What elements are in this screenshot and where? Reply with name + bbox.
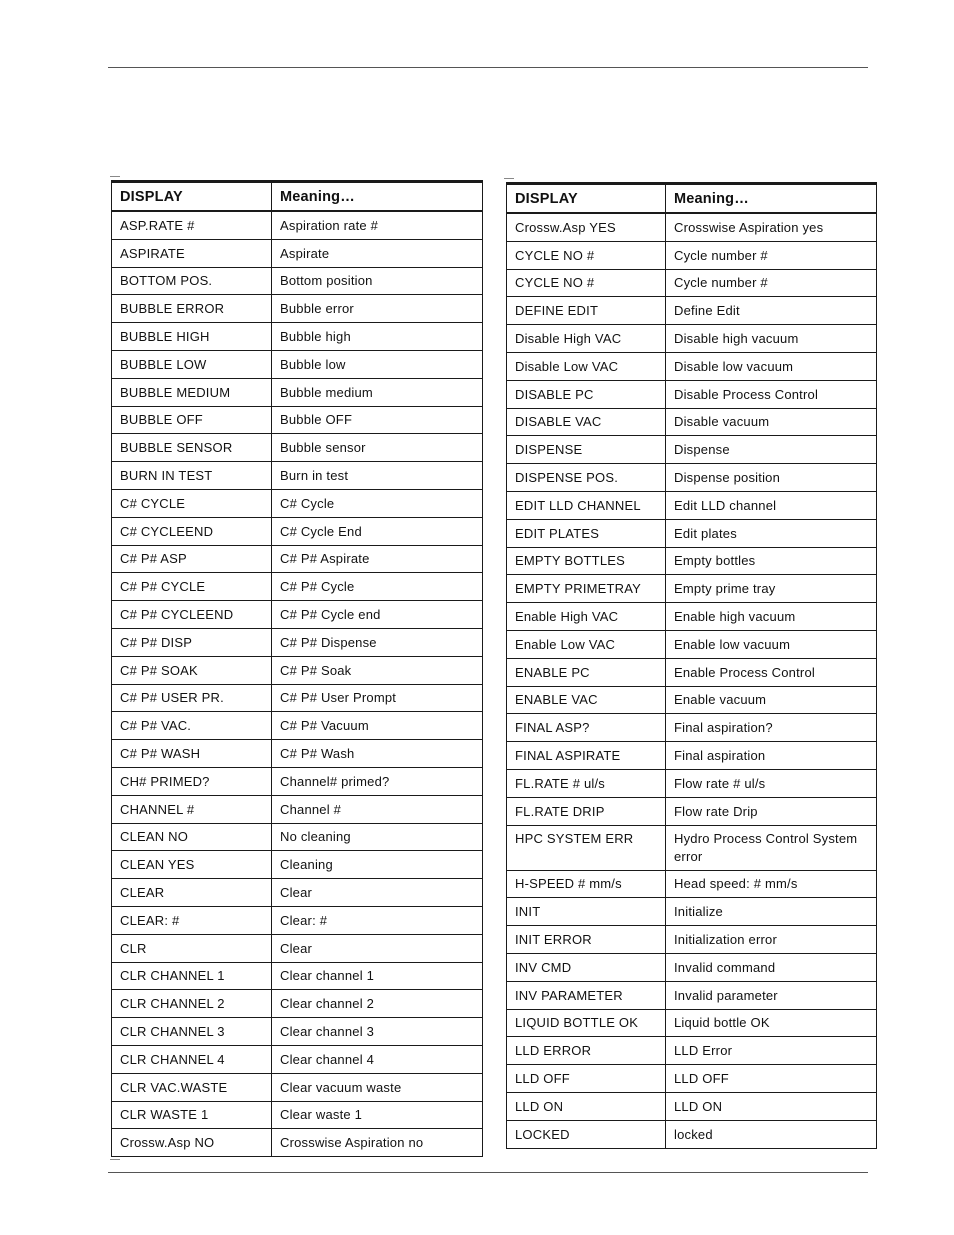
meaning-cell: Enable Process Control (666, 658, 877, 686)
table-row (507, 408, 877, 436)
table-row (507, 519, 877, 547)
meaning-cell: Dispense position (666, 464, 877, 492)
display-code-cell: ENABLE PC (507, 658, 666, 686)
display-code-cell: C# P# CYCLE (112, 573, 272, 601)
display-codes-table-left (111, 180, 483, 1157)
meaning-cell: Clear channel 4 (272, 1045, 483, 1073)
table-row (507, 213, 877, 241)
display-code-cell: C# P# SOAK (112, 656, 272, 684)
meaning-cell: Final aspiration (666, 742, 877, 770)
display-code-cell: C# P# USER PR. (112, 684, 272, 712)
table-marker (504, 178, 514, 179)
display-code-cell: CLR WASTE 1 (112, 1101, 272, 1129)
table-row (112, 1045, 483, 1073)
display-code-cell: CLR (112, 934, 272, 962)
table-row (112, 489, 483, 517)
footer-rule (108, 1172, 868, 1173)
meaning-cell: Disable Process Control (666, 380, 877, 408)
table-row (112, 323, 483, 351)
display-code-cell: H-SPEED # mm/s (507, 870, 666, 898)
display-code-cell: CYCLE NO # (507, 269, 666, 297)
display-code-cell: CLEAN NO (112, 823, 272, 851)
meaning-cell: Empty bottles (666, 547, 877, 575)
meaning-cell: C# Cycle End (272, 517, 483, 545)
table-row (112, 962, 483, 990)
table-row (507, 1092, 877, 1120)
meaning-cell: LLD ON (666, 1092, 877, 1120)
display-code-cell: C# P# WASH (112, 740, 272, 768)
display-code-cell: INV CMD (507, 953, 666, 981)
meaning-cell: Dispense (666, 436, 877, 464)
table-row (112, 350, 483, 378)
table-row (507, 686, 877, 714)
meaning-cell: Bubble low (272, 350, 483, 378)
display-code-cell: CLR CHANNEL 3 (112, 1018, 272, 1046)
meaning-cell: locked (666, 1120, 877, 1148)
table-row (507, 491, 877, 519)
meaning-cell: Invalid command (666, 953, 877, 981)
table-row (507, 1009, 877, 1037)
table-row (507, 797, 877, 825)
meaning-cell: C# Cycle (272, 489, 483, 517)
header-rule (108, 67, 868, 68)
table-row (112, 1129, 483, 1157)
column-header-meaning: Meaning… (272, 182, 483, 212)
meaning-cell: Flow rate # ul/s (666, 769, 877, 797)
display-code-cell: CLEAR (112, 879, 272, 907)
meaning-cell: Define Edit (666, 297, 877, 325)
display-code-cell: CLR VAC.WASTE (112, 1073, 272, 1101)
table-row (507, 742, 877, 770)
meaning-cell: Bubble error (272, 295, 483, 323)
table-header-row (112, 182, 483, 212)
display-code-cell: FINAL ASPIRATE (507, 742, 666, 770)
display-code-cell: BUBBLE ERROR (112, 295, 272, 323)
table-row (507, 981, 877, 1009)
meaning-cell: Clear (272, 934, 483, 962)
meaning-cell: C# P# Cycle (272, 573, 483, 601)
meaning-cell: Cycle number # (666, 269, 877, 297)
meaning-cell: Liquid bottle OK (666, 1009, 877, 1037)
table-row (112, 712, 483, 740)
meaning-cell: Channel # (272, 795, 483, 823)
meaning-cell: Empty prime tray (666, 575, 877, 603)
table-row (507, 547, 877, 575)
display-code-cell: LLD ERROR (507, 1037, 666, 1065)
display-code-cell: EMPTY BOTTLES (507, 547, 666, 575)
table-row (507, 297, 877, 325)
table-row (507, 1120, 877, 1148)
meaning-cell: Aspirate (272, 239, 483, 267)
meaning-cell: Disable vacuum (666, 408, 877, 436)
display-code-cell: ASP.RATE # (112, 211, 272, 239)
meaning-cell: Edit LLD channel (666, 491, 877, 519)
meaning-cell: C# P# Aspirate (272, 545, 483, 573)
display-code-cell: CLEAN YES (112, 851, 272, 879)
table-row (112, 823, 483, 851)
meaning-cell: Clear: # (272, 906, 483, 934)
meaning-cell: No cleaning (272, 823, 483, 851)
table-row (507, 464, 877, 492)
table-row (112, 1073, 483, 1101)
display-code-cell: DISABLE VAC (507, 408, 666, 436)
display-code-cell: DISPENSE POS. (507, 464, 666, 492)
table-row (112, 851, 483, 879)
display-code-cell: LIQUID BOTTLE OK (507, 1009, 666, 1037)
meaning-cell: Clear channel 2 (272, 990, 483, 1018)
meaning-cell: Clear vacuum waste (272, 1073, 483, 1101)
table-row (112, 434, 483, 462)
display-code-cell: CLR CHANNEL 4 (112, 1045, 272, 1073)
table-row (112, 239, 483, 267)
display-code-cell: CLEAR: # (112, 906, 272, 934)
meaning-cell: Crosswise Aspiration no (272, 1129, 483, 1157)
table-body (112, 211, 483, 1157)
meaning-cell: Cleaning (272, 851, 483, 879)
meaning-cell: Crosswise Aspiration yes (666, 213, 877, 241)
display-code-cell: Disable Low VAC (507, 352, 666, 380)
display-code-cell: Crossw.Asp NO (112, 1129, 272, 1157)
display-code-cell: BURN IN TEST (112, 462, 272, 490)
table-row (112, 795, 483, 823)
table-row (507, 926, 877, 954)
display-code-cell: CLR CHANNEL 1 (112, 962, 272, 990)
table-header-row (507, 184, 877, 214)
table-row (112, 601, 483, 629)
display-code-cell: BUBBLE LOW (112, 350, 272, 378)
display-code-cell: INIT ERROR (507, 926, 666, 954)
meaning-cell: C# P# Soak (272, 656, 483, 684)
display-code-cell: INIT (507, 898, 666, 926)
table-row (112, 767, 483, 795)
meaning-cell: Head speed: # mm/s (666, 870, 877, 898)
display-code-cell: ENABLE VAC (507, 686, 666, 714)
meaning-cell: Bottom position (272, 267, 483, 295)
meaning-cell: C# P# Wash (272, 740, 483, 768)
table-row (112, 295, 483, 323)
table-row (507, 352, 877, 380)
table-row (112, 462, 483, 490)
table-row (112, 406, 483, 434)
table-row (507, 325, 877, 353)
meaning-cell: Clear channel 3 (272, 1018, 483, 1046)
meaning-cell: Disable low vacuum (666, 352, 877, 380)
display-code-cell: Enable High VAC (507, 603, 666, 631)
table-row (112, 517, 483, 545)
table-row (507, 630, 877, 658)
display-code-cell: C# P# ASP (112, 545, 272, 573)
table-row (507, 658, 877, 686)
table-row (112, 1101, 483, 1129)
table-row (112, 906, 483, 934)
display-code-cell: CLR CHANNEL 2 (112, 990, 272, 1018)
table-row (507, 241, 877, 269)
meaning-cell: Channel# primed? (272, 767, 483, 795)
meaning-cell: Invalid parameter (666, 981, 877, 1009)
meaning-cell: Edit plates (666, 519, 877, 547)
display-code-cell: EMPTY PRIMETRAY (507, 575, 666, 603)
table-row (112, 211, 483, 239)
display-code-cell: C# P# DISP (112, 628, 272, 656)
meaning-cell: Bubble medium (272, 378, 483, 406)
table-marker (110, 176, 120, 177)
display-code-cell: DISPENSE (507, 436, 666, 464)
meaning-cell: Clear (272, 879, 483, 907)
meaning-cell: C# P# Vacuum (272, 712, 483, 740)
meaning-cell: Clear channel 1 (272, 962, 483, 990)
display-code-cell: BUBBLE OFF (112, 406, 272, 434)
meaning-cell: C# P# User Prompt (272, 684, 483, 712)
table-row (507, 603, 877, 631)
meaning-cell: Hydro Process Control System error (666, 825, 877, 870)
table-marker (110, 1159, 120, 1160)
display-code-cell: C# CYCLEEND (112, 517, 272, 545)
table-row (507, 870, 877, 898)
meaning-cell: C# P# Cycle end (272, 601, 483, 629)
display-code-cell: FL.RATE # ul/s (507, 769, 666, 797)
table-row (507, 953, 877, 981)
column-header-meaning: Meaning… (666, 184, 877, 214)
table-row (112, 934, 483, 962)
meaning-cell: Initialize (666, 898, 877, 926)
table-row (507, 714, 877, 742)
table-row (507, 575, 877, 603)
table-body (507, 213, 877, 1148)
table-row (507, 825, 877, 870)
table-row (507, 1037, 877, 1065)
display-code-cell: BOTTOM POS. (112, 267, 272, 295)
display-code-cell: DEFINE EDIT (507, 297, 666, 325)
table-row (112, 267, 483, 295)
table-row (112, 684, 483, 712)
table-row (112, 378, 483, 406)
display-codes-table-right (506, 182, 877, 1149)
meaning-cell: Aspiration rate # (272, 211, 483, 239)
display-code-cell: BUBBLE SENSOR (112, 434, 272, 462)
table-row (112, 573, 483, 601)
display-code-cell: Enable Low VAC (507, 630, 666, 658)
display-code-cell: Crossw.Asp YES (507, 213, 666, 241)
table-row (112, 879, 483, 907)
table-row (507, 269, 877, 297)
display-code-cell: ASPIRATE (112, 239, 272, 267)
meaning-cell: Bubble high (272, 323, 483, 351)
display-code-cell: C# CYCLE (112, 489, 272, 517)
display-code-cell: CHANNEL # (112, 795, 272, 823)
table-row (507, 380, 877, 408)
table-row (112, 628, 483, 656)
display-code-cell: LOCKED (507, 1120, 666, 1148)
table-row (112, 990, 483, 1018)
meaning-cell: Disable high vacuum (666, 325, 877, 353)
display-code-cell: CYCLE NO # (507, 241, 666, 269)
table-row (112, 740, 483, 768)
meaning-cell: LLD Error (666, 1037, 877, 1065)
meaning-cell: C# P# Dispense (272, 628, 483, 656)
display-code-cell: CH# PRIMED? (112, 767, 272, 795)
display-code-cell: INV PARAMETER (507, 981, 666, 1009)
table-row (507, 436, 877, 464)
meaning-cell: Enable low vacuum (666, 630, 877, 658)
display-code-cell: FL.RATE DRIP (507, 797, 666, 825)
meaning-cell: Bubble sensor (272, 434, 483, 462)
display-code-cell: DISABLE PC (507, 380, 666, 408)
display-code-cell: HPC SYSTEM ERR (507, 825, 666, 870)
display-code-cell: C# P# VAC. (112, 712, 272, 740)
display-code-cell: BUBBLE HIGH (112, 323, 272, 351)
display-code-cell: EDIT LLD CHANNEL (507, 491, 666, 519)
meaning-cell: Enable vacuum (666, 686, 877, 714)
meaning-cell: Enable high vacuum (666, 603, 877, 631)
table-row (507, 898, 877, 926)
display-code-cell: EDIT PLATES (507, 519, 666, 547)
display-code-cell: BUBBLE MEDIUM (112, 378, 272, 406)
table-row (507, 1065, 877, 1093)
meaning-cell: Cycle number # (666, 241, 877, 269)
display-code-cell: LLD ON (507, 1092, 666, 1120)
table-row (507, 769, 877, 797)
display-code-cell: Disable High VAC (507, 325, 666, 353)
table-row (112, 545, 483, 573)
column-header-display: DISPLAY (507, 184, 666, 214)
meaning-cell: Initialization error (666, 926, 877, 954)
meaning-cell: Bubble OFF (272, 406, 483, 434)
display-code-cell: FINAL ASP? (507, 714, 666, 742)
meaning-cell: Flow rate Drip (666, 797, 877, 825)
table-row (112, 656, 483, 684)
meaning-cell: LLD OFF (666, 1065, 877, 1093)
meaning-cell: Final aspiration? (666, 714, 877, 742)
meaning-cell: Burn in test (272, 462, 483, 490)
column-header-display: DISPLAY (112, 182, 272, 212)
table-row (112, 1018, 483, 1046)
display-code-cell: C# P# CYCLEEND (112, 601, 272, 629)
meaning-cell: Clear waste 1 (272, 1101, 483, 1129)
display-code-cell: LLD OFF (507, 1065, 666, 1093)
